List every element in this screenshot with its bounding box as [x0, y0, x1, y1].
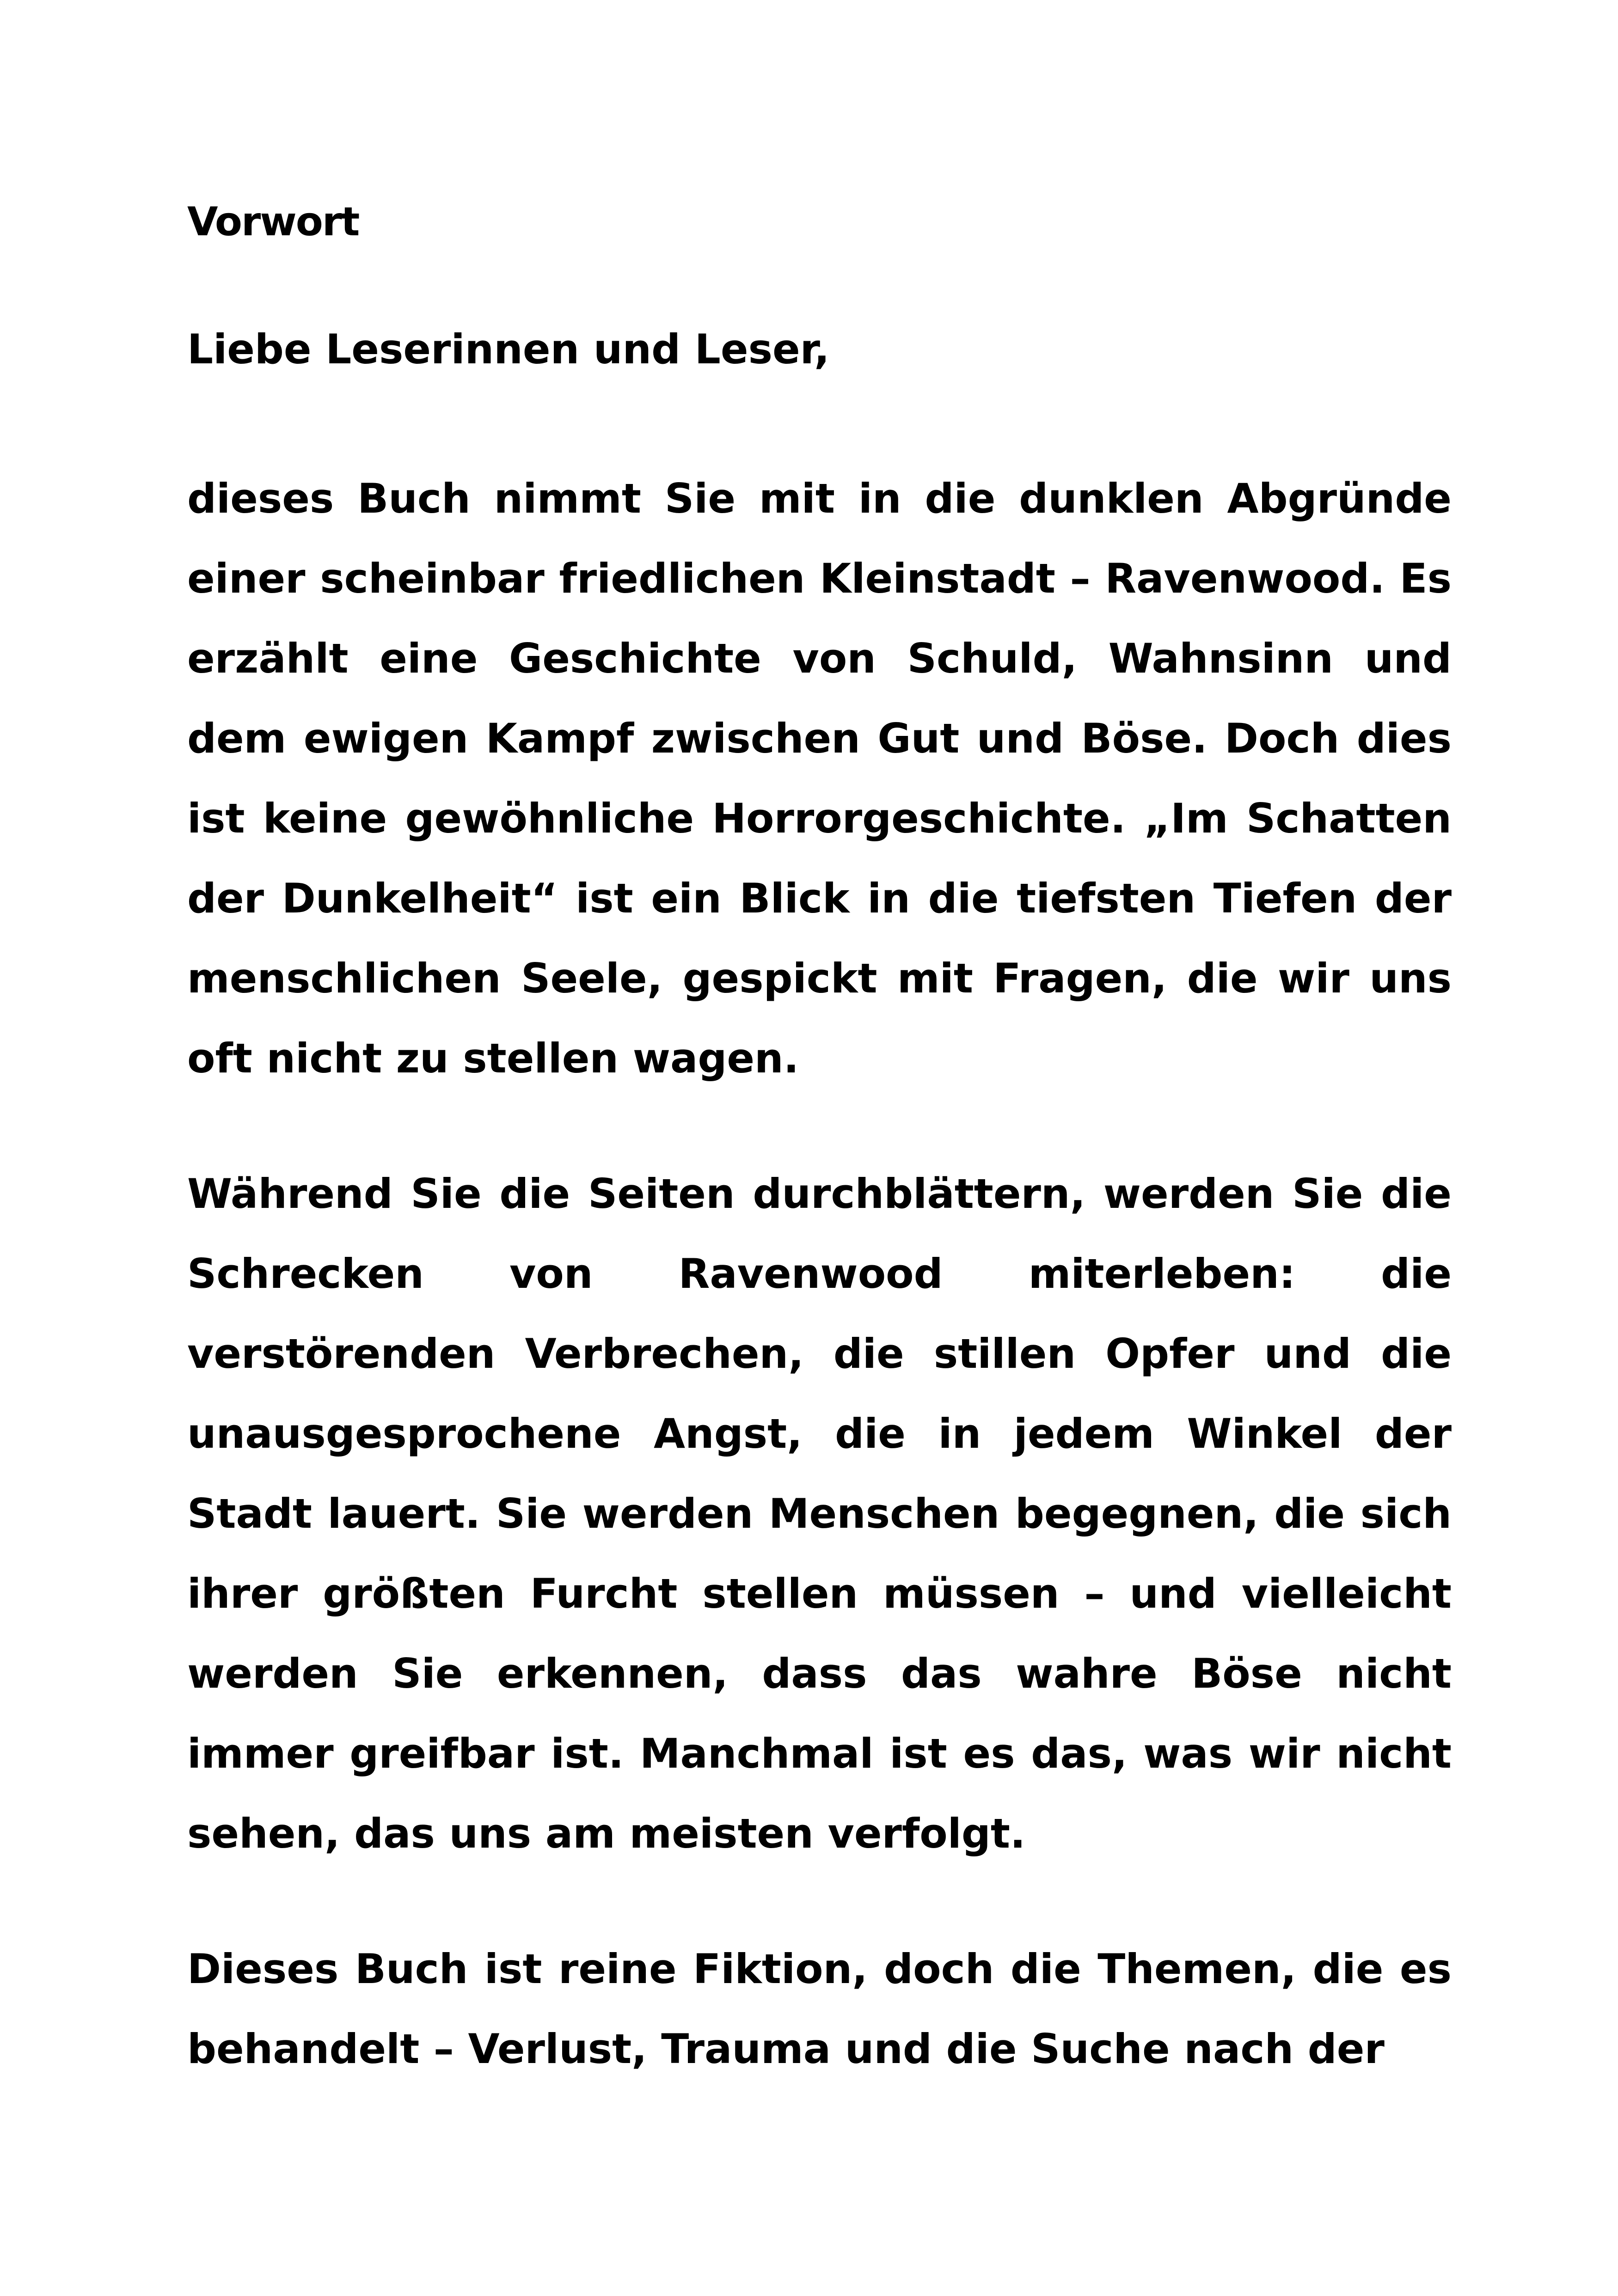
- salutation: Liebe Leserinnen und Leser,: [187, 325, 830, 373]
- paragraph-intro: dieses Buch nimmt Sie mit in die dunklen Abgründe einer scheinbar friedlichen Kleinstadt – Ravenwood. Es erzählt eine Geschichte von Schuld, Wahnsinn und dem ewigen Kampf zwischen Gut und Böse. Doch dies ist keine gewöhnliche Horrorgeschichte. „Im Schatten der Dunkelheit“ ist ein Blick in die tiefsten Tiefen der menschlichen Seele, gespickt mit Fragen, die wir uns oft nicht zu stellen wagen.: [187, 475, 1452, 1082]
- paragraph-fiction: Dieses Buch ist reine Fiktion, doch die Themen, die es behandelt – Verlust, Trauma und die Suche nach der: [187, 1945, 1452, 2073]
- page-content: [187, 199, 1452, 2089]
- page-heading: Vorwort: [187, 199, 359, 245]
- paragraph-ravenwood: Während Sie die Seiten durchblättern, werden Sie die Schrecken von Ravenwood miterleben: die verstörenden Verbrechen, die stillen Opfer und die unausgesprochene Angst, die in jedem Winkel der Stadt lauert. Sie werden Menschen begegnen, die sich ihrer größten Furcht stellen müssen – und vielleicht werden Sie erkennen, dass das wahre Böse nicht immer greifbar ist. Manchmal ist es das, was wir nicht sehen, das uns am meisten verfolgt.: [187, 1170, 1452, 1857]
